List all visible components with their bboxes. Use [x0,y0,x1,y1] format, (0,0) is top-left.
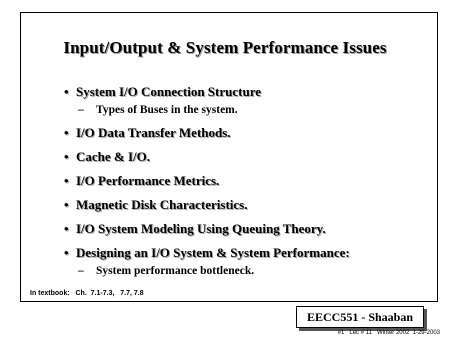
list-item-text: I/O Performance Metrics. [76,173,220,188]
list-item-text: I/O System Modeling Using Queuing Theory. [76,221,326,236]
sub-item [78,103,350,117]
list-item-text: Designing an I/O System & System Performance: [76,245,350,260]
bullet-icon: • [64,245,69,260]
bullet-icon: • [64,221,69,236]
slide-footer: #1 Lec # 11 Winter 2002 1-29-2003 [337,330,440,336]
list-item-text: Magnetic Disk Characteristics. [76,197,248,212]
bullet-icon: • [64,197,69,212]
bullet-list [64,84,350,286]
sub-item-text: System performance bottleneck. [96,265,255,277]
dash-icon: – [78,104,84,116]
list-item-text: System I/O Connection Structure [76,84,262,99]
list-item-text: I/O Data Transfer Methods. [76,125,231,140]
list-item [64,84,350,100]
bullet-icon: • [64,84,69,99]
list-item [64,197,350,213]
list-item [64,245,350,261]
list-item [64,149,350,165]
textbook-note: In textbook: Ch. 7.1-7.3, 7.7, 7.8 [30,290,144,297]
sub-item [78,264,350,278]
slide-title: Input/Output & System Performance Issues [63,38,387,57]
course-badge: EECC551 - Shaaban [296,306,424,328]
dash-icon: – [78,265,84,277]
list-item-text: Cache & I/O. [76,149,151,164]
list-item [64,173,350,189]
list-item [64,125,350,141]
sub-item-text: Types of Buses in the system. [96,104,238,116]
bullet-icon: • [64,173,69,188]
bullet-icon: • [64,149,69,164]
bullet-icon: • [64,125,69,140]
list-item [64,221,350,237]
